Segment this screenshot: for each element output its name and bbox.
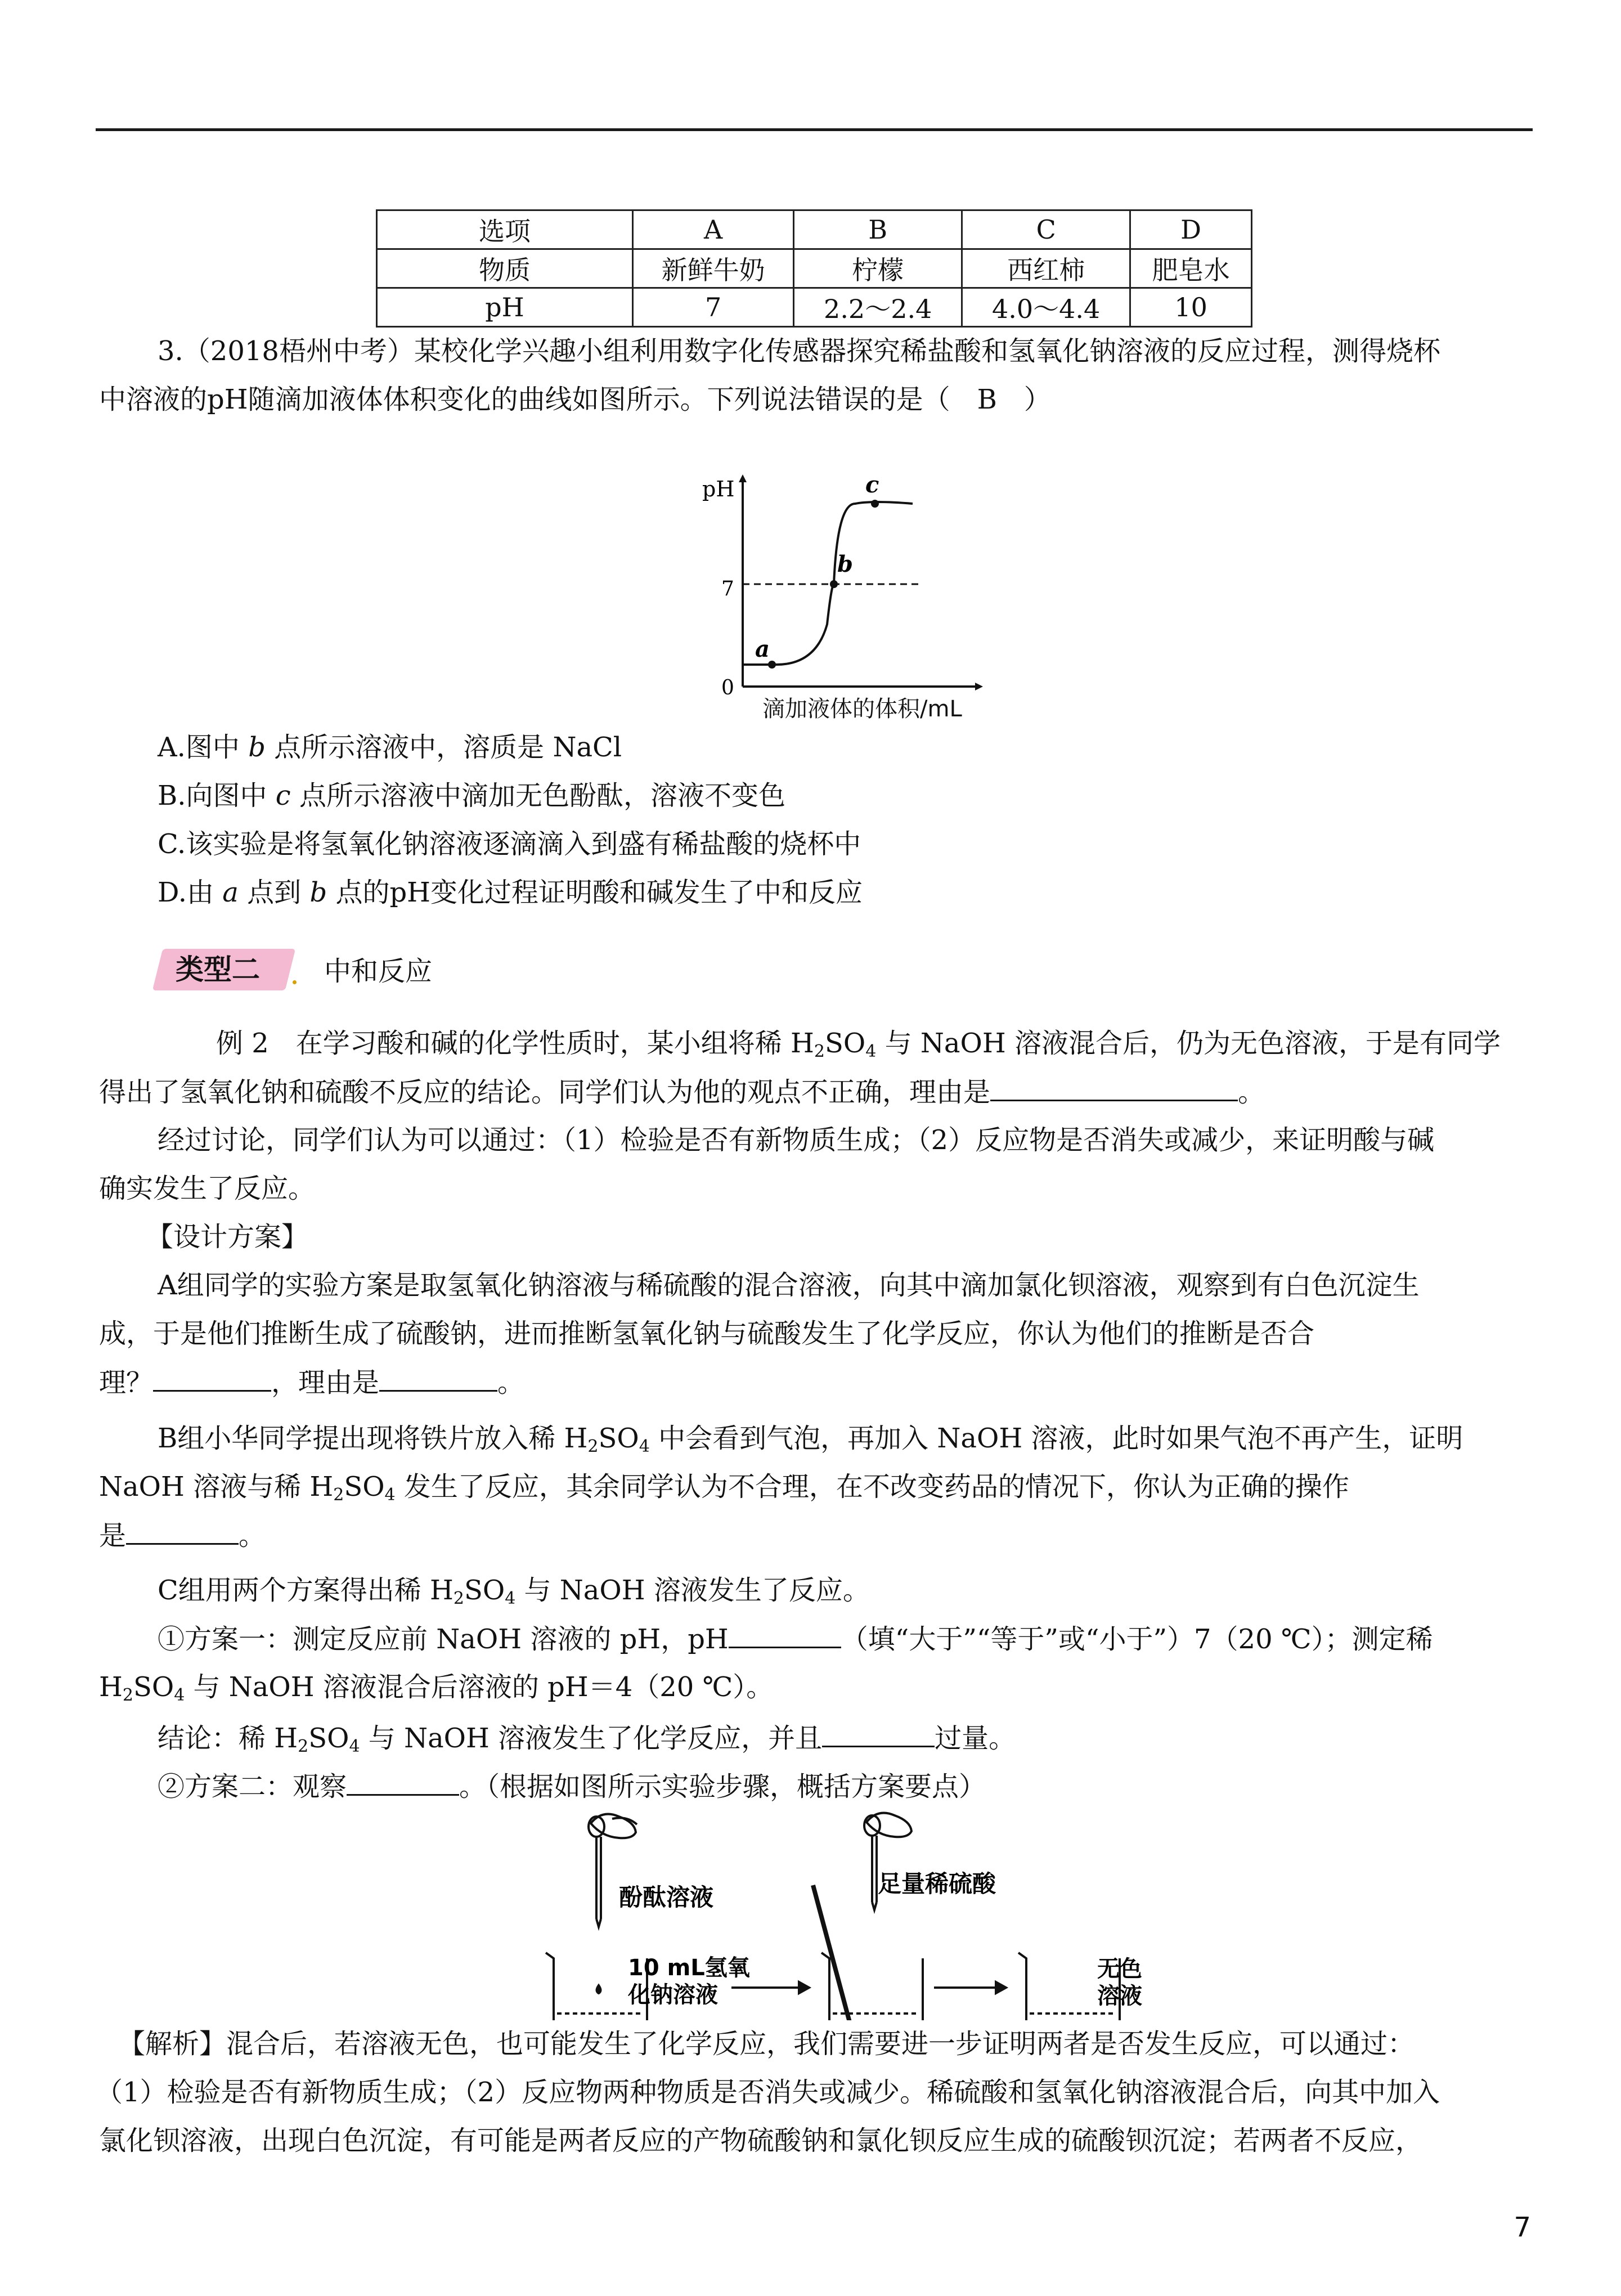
subscript: 2 xyxy=(298,1737,309,1756)
table-cell: C xyxy=(962,210,1130,249)
text-span: ②方案二：观察 xyxy=(158,1771,347,1802)
table-cell: 4.0～4.4 xyxy=(962,288,1130,327)
table-cell: 西红柿 xyxy=(962,249,1130,288)
example-2-line-16 xyxy=(158,1769,986,1804)
example-2-line-4: 确实发生了反应。 xyxy=(99,1173,316,1204)
option-b-var: c xyxy=(275,780,291,811)
analysis-line-1: 【解析】混合后，若溶液无色，也可能发生了化学反应，我们需要进一步证明两者是否发生反应，可以通过： xyxy=(118,2028,1415,2060)
option-a-text-2: 点所示溶液中，溶质是 NaCl xyxy=(265,732,622,763)
design-heading: 【设计方案】 xyxy=(146,1221,309,1253)
question-3-line-2: 中溶液的pH随滴加液体体积变化的曲线如图所示。下列说法错误的是（ B ） xyxy=(99,384,1051,415)
text-span: C组用两个方案得出稀 H xyxy=(158,1575,453,1606)
answer-blank[interactable] xyxy=(379,1365,497,1392)
subscript: 4 xyxy=(349,1737,360,1756)
text-span: SO xyxy=(308,1723,349,1754)
text-span: SO xyxy=(825,1028,866,1059)
text-span: 与 NaOH 溶液发生了反应。 xyxy=(515,1575,870,1606)
option-a-var: b xyxy=(248,732,266,763)
section-tag: 类型二 xyxy=(176,953,260,986)
answer-blank[interactable] xyxy=(822,1721,935,1747)
table-cell: 选项 xyxy=(377,210,633,249)
option-d-text: D.由 xyxy=(158,877,223,908)
text-span: 。 xyxy=(239,1520,266,1551)
origin-label: 0 xyxy=(721,676,734,699)
table-cell: 10 xyxy=(1130,288,1252,327)
example-2-line-7: 成，于是他们推断生成了硫酸钠，进而推断氢氧化钠与硫酸发生了化学反应，你认为他们的推断是否合 xyxy=(99,1318,1315,1349)
table-cell: 柠檬 xyxy=(794,249,962,288)
option-b-text-2: 点所示溶液中滴加无色酚酞，溶液不变色 xyxy=(290,780,785,811)
text-span: （填“大于”“等于”或“小于”）7（20 ℃）；测定稀 xyxy=(841,1624,1433,1655)
option-b-text: B.向图中 xyxy=(158,780,276,811)
example-2-line-2 xyxy=(99,1075,1265,1109)
ph-table xyxy=(376,209,1252,328)
table-row xyxy=(377,210,1252,249)
subscript: 4 xyxy=(174,1685,185,1705)
header-rule xyxy=(96,128,1533,131)
section-title: 中和反应 xyxy=(324,956,433,987)
text-span: SO xyxy=(344,1471,385,1503)
text-span: 中会看到气泡，再加入 NaOH 溶液，此时如果气泡不再产生，证明 xyxy=(649,1423,1463,1454)
table-cell: 物质 xyxy=(377,249,633,288)
subscript: 2 xyxy=(122,1685,133,1705)
example-2-line-11 xyxy=(99,1518,266,1553)
table-cell: 2.2～2.4 xyxy=(794,288,962,327)
text-span: 过量。 xyxy=(935,1723,1016,1754)
text-span: ①方案一：测定反应前 NaOH 溶液的 pH，pH xyxy=(158,1624,729,1655)
text-span: SO xyxy=(133,1671,174,1703)
subscript: 4 xyxy=(384,1485,396,1505)
option-d-text-3: 点的pH变化过程证明酸和碱发生了中和反应 xyxy=(327,877,863,908)
option-d-var-2: b xyxy=(309,877,327,908)
label-colorless-2: 溶液 xyxy=(1097,1983,1142,2009)
text-span: 与 NaOH 溶液混合后溶液的 pH＝4（20 ℃）。 xyxy=(185,1671,774,1703)
text-span: B组小华同学提出现将铁片放入稀 H xyxy=(158,1423,588,1454)
text-span: 与 NaOH 溶液发生了化学反应，并且 xyxy=(360,1723,823,1754)
label-colorless-1: 无色 xyxy=(1097,1956,1142,1982)
table-cell: 7 xyxy=(633,288,794,327)
text-span: SO xyxy=(598,1423,639,1454)
table-cell: A xyxy=(633,210,794,249)
answer-blank[interactable] xyxy=(729,1622,841,1648)
example-2-line-14 xyxy=(99,1670,773,1704)
text-span: 。 xyxy=(497,1367,525,1398)
subscript: 2 xyxy=(333,1485,344,1505)
y-axis-label: pH xyxy=(702,477,735,501)
text-span: 得出了氢氧化钠和硫酸不反应的结论。同学们认为他的观点不正确，理由是 xyxy=(99,1077,991,1108)
answer-blank[interactable] xyxy=(153,1365,271,1392)
example-2-line-10 xyxy=(99,1470,1349,1504)
text-span: 。（根据如图所示实验步骤，概括方案要点） xyxy=(459,1771,986,1802)
question-3-line-1: 3.（2018梧州中考）某校化学兴趣小组利用数字化传感器探究稀盐酸和氢氧化钠溶液的反应过程，测得烧杯 xyxy=(158,335,1440,367)
table-row xyxy=(377,288,1252,327)
subscript: 4 xyxy=(639,1437,650,1456)
ph-curve-chart xyxy=(686,467,1002,726)
example-2-line-3: 经过讨论，同学们认为可以通过：（1）检验是否有新物质生成；（2）反应物是否消失或减少，来证明酸与碱 xyxy=(158,1124,1435,1156)
example-2-line-12 xyxy=(158,1573,870,1607)
subscript: 2 xyxy=(587,1437,599,1456)
option-b xyxy=(158,779,785,813)
answer-blank[interactable] xyxy=(347,1769,459,1796)
table-cell: D xyxy=(1130,210,1252,249)
chart-point-label-a: a xyxy=(755,636,770,662)
section-tag-dot xyxy=(293,980,297,984)
text-span: 结论：稀 H xyxy=(158,1723,298,1754)
text-span: NaOH 溶液与稀 H xyxy=(99,1471,334,1503)
y-tick-label-7: 7 xyxy=(721,577,734,600)
chart-point-b xyxy=(830,580,838,588)
arrow-head-icon xyxy=(996,1982,1006,1993)
analysis-line-3: 氯化钡溶液，出现白色沉淀，有可能是两者反应的产物硫酸钠和氯化钡反应生成的硫酸钡沉淀；若两者不反应， xyxy=(99,2125,1423,2156)
answer-blank[interactable] xyxy=(126,1518,239,1545)
example-2-line-9 xyxy=(158,1421,1463,1455)
table-cell: 新鲜牛奶 xyxy=(633,249,794,288)
subscript: 4 xyxy=(865,1042,877,1061)
subscript: 2 xyxy=(814,1042,825,1061)
subscript: 2 xyxy=(453,1589,464,1608)
stirring-rod-icon xyxy=(813,1885,852,2020)
option-d xyxy=(158,876,863,909)
text-span: 。 xyxy=(1238,1077,1265,1108)
arrow-head-icon xyxy=(799,1982,809,1993)
beaker-icon xyxy=(813,1885,923,2020)
option-c: C.该实验是将氢氧化钠溶液逐滴滴入到盛有稀盐酸的烧杯中 xyxy=(158,828,861,860)
chart-point-label-c: c xyxy=(865,472,879,498)
subscript: 4 xyxy=(505,1589,516,1608)
example-2-line-15 xyxy=(158,1721,1016,1755)
label-phenolphthalein: 酚酞溶液 xyxy=(619,1884,714,1911)
table-cell: pH xyxy=(377,288,633,327)
example-2-line-1 xyxy=(216,1026,1501,1060)
answer-blank[interactable] xyxy=(990,1075,1238,1101)
table-row xyxy=(377,249,1252,288)
text-span: 例 2 在学习酸和碱的化学性质时，某小组将稀 H xyxy=(216,1028,814,1059)
example-2-line-13 xyxy=(158,1622,1433,1656)
option-d-text-2: 点到 xyxy=(238,877,310,908)
text-span: 与 NaOH 溶液混合后，仍为无色溶液，于是有同学 xyxy=(876,1028,1501,1059)
text-span: 发生了反应，其余同学认为不合理，在不改变药品的情况下，你认为正确的操作 xyxy=(395,1471,1349,1503)
option-a-text: A.图中 xyxy=(158,732,249,763)
label-naoh-1: 10 mL氢氧 xyxy=(628,1955,750,1981)
analysis-line-2: （1）检验是否有新物质生成；（2）反应物两种物质是否消失或减少。稀硫酸和氢氧化钠溶液混合后，向其中加入 xyxy=(96,2077,1440,2108)
label-sulfuric-acid: 足量稀硫酸 xyxy=(878,1870,996,1898)
example-2-line-6: A组同学的实验方案是取氢氧化钠溶液与稀硫酸的混合溶液，向其中滴加氯化钡溶液，观察到有白色沉淀生 xyxy=(158,1270,1420,1301)
x-axis-label: 滴加液体的体积/mL xyxy=(762,696,962,722)
experiment-diagram xyxy=(529,1806,1159,2020)
example-2-line-8 xyxy=(99,1365,524,1400)
text-span: 是 xyxy=(99,1520,127,1551)
text-span: SO xyxy=(464,1575,505,1606)
text-span: H xyxy=(99,1671,123,1703)
option-a xyxy=(158,730,622,764)
chart-point-label-b: b xyxy=(837,551,853,577)
table-cell: 肥皂水 xyxy=(1130,249,1252,288)
table-cell: B xyxy=(794,210,962,249)
text-span: ，理由是 xyxy=(271,1367,380,1398)
label-naoh-2: 化钠溶液 xyxy=(628,1982,718,2008)
option-d-var: a xyxy=(222,877,239,908)
page-number: 7 xyxy=(1514,2212,1531,2243)
text-span: 理？ xyxy=(99,1367,154,1398)
chart-point-c xyxy=(871,500,879,508)
chart-points xyxy=(755,472,879,669)
